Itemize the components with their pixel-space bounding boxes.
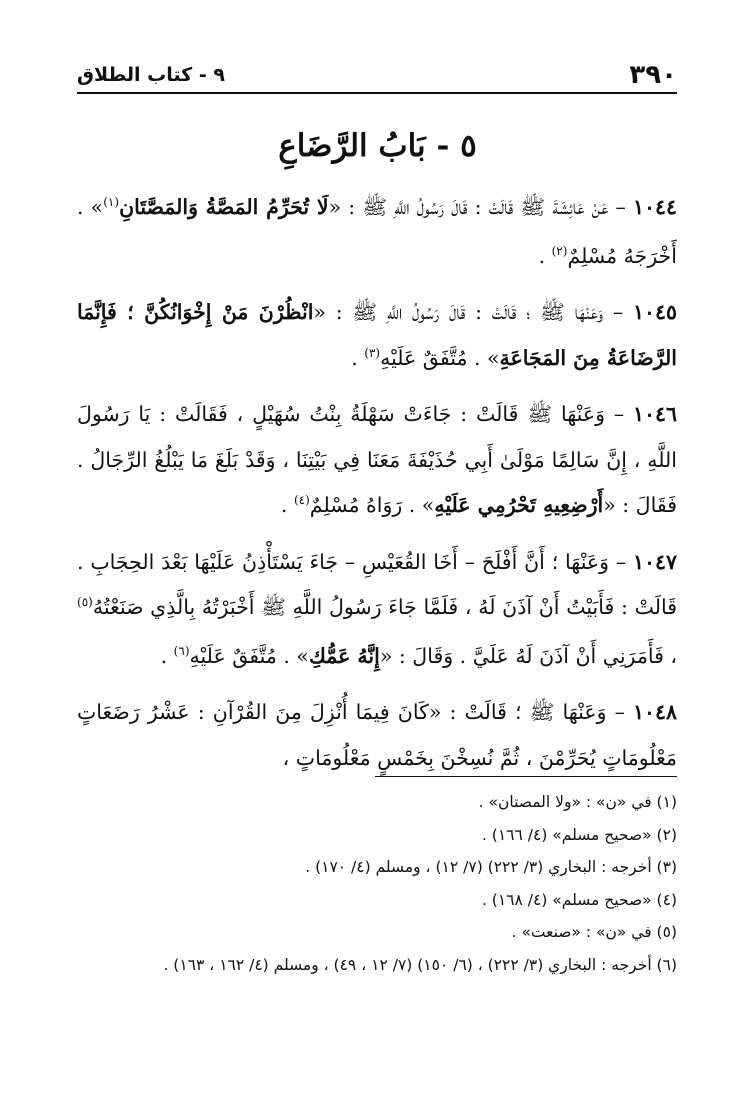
hadith-number: ١٠٤٦ [632,402,677,426]
hadith-number: ١٠٤٤ [632,195,678,219]
prophetic-saying: أَرْضِعِيهِ تَحْرُمِي عَلَيْهِ [434,493,604,517]
hadith-1046 [77,392,677,532]
page-header [77,58,677,94]
footnote-marker: (٦) [173,643,190,658]
hadith-number: ١٠٤٥ [632,300,678,324]
running-title: ٩ - كتاب الطلاق [77,64,225,86]
footnote: (١) في «ن» : «ولا المصتان» . [478,793,677,811]
hadith-1047 [77,540,677,683]
hadith-list [77,185,677,781]
hadith-1044 [77,185,677,282]
footnote-marker: (١) [103,195,120,209]
prophetic-saying: إِنَّهُ عَمُّكِ [308,643,380,668]
hadith-text: – وَعَنْهَا ؛ أَنَّ أَفْلَحَ – أَخَا القُعَيْسِ – جَاءَ يَسْتَأْذِنُ عَلَيْهَا بَعْدَ الحِجَابِ . قَالَتْ : فَأَبَيْتُ أَنْ آذَنَ لَهُ ، فَلَمَّا جَاءَ رَسُولُ اللَّهِ ﷺ أَخْبَرْتُهُ بِالَّذِي صَنَعْتُهُ [77,549,677,619]
footnote-marker: (٢) [551,243,568,258]
footnote: (٦) أخرجه : البخاري (٣/ ٢٢٢) ، (٦/ ١٥٠) (٧/ ١٢ ، ٤٩) ، ومسلم (٤/ ١٦٢ ، ١٦٣) . [163,955,677,974]
footnote-marker: (٣) [364,345,381,360]
footnote-marker: (٥) [77,595,93,609]
hadith-text: . [351,345,365,370]
prophetic-saying: لَا تُحَرِّمُ المَصَّةُ وَالمَصَّتَانِ [119,195,329,219]
hadith-1048 [77,690,677,781]
footnote: (٣) أخرجه : البخاري (٣/ ٢٢٢) (٧/ ١٢) ، ومسلم (٤/ ١٧٠) . [305,858,677,876]
hadith-text: – وَعَنْهَا ﷺ ؛ قَالَتْ : «كَانَ فِيمَا أُنْزِلَ مِنَ القُرْآنِ : عَشْرُ رَضَعَاتٍ مَعْلُومَاتٍ يُحَرِّمْنَ ، ثُمَّ نُسِخْنَ بِخَمْسٍ مَعْلُومَاتٍ ، [77,700,677,770]
hadith-text: . [538,243,552,268]
page-number: ٣٩٠ [629,60,677,90]
hadith-text: ، فَأَمَرَنِي أَنْ آذَنَ لَهُ عَلَيَّ . وَقَالَ : « [379,643,677,668]
hadith-number: ١٠٤٨ [632,700,677,724]
prophetic-saying: انْظُرْنَ مَنْ إِخْوَانُكُنَّ ؛ فَإِنَّمَا الرَّضَاعَةُ مِنَ المَجَاعَةِ [77,300,677,370]
hadith-text: » . مُتَّفَقٌ عَلَيْهِ [380,345,500,370]
footnotes [77,786,677,981]
chapter-title: ٥ - بَابُ الرَّضَاعِ [278,128,477,164]
footnote: (٥) في «ن» : «صنعت» . [511,923,677,941]
footnote-marker: (٤) [293,493,310,507]
hadith-number: ١٠٤٧ [632,549,677,574]
hadith-1045 [77,290,677,384]
hadith-text: . [160,643,174,668]
hadith-text: » . رَوَاهُ مُسْلِمٌ [309,493,435,517]
hadith-text: – وَعَنْهَا ﷺ ؛ قَالَتْ : قَالَ رَسُولُ اللَّهِ ﷺ : « [313,300,633,324]
footnote: (٤) «صحيح مسلم» (٤/ ١٦٨) . [481,890,677,909]
footnote: (٢) «صحيح مسلم» (٤/ ١٦٦) . [481,825,677,844]
hadith-text: . [280,493,294,517]
hadith-text: » . مُتَّفَقٌ عَلَيْهِ [189,643,309,668]
hadith-text: » . أَخْرَجَهُ مُسْلِمٌ [77,195,677,268]
hadith-text: – عَنْ عَائِشَةَ ﷺ قَالَتْ : قَالَ رَسُولُ اللَّهِ ﷺ : « [328,195,633,219]
footnote-separator [375,776,677,777]
hadith-text: – وَعَنْهَا ﷺ قَالَتْ : جَاءَتْ سَهْلَةُ بِنْتُ سُهَيْلٍ ، فَقَالَتْ : يَا رَسُولَ اللَّهِ ، إِنَّ سَالِمًا مَوْلَىٰ أَبِي حُذَيْفَةَ مَعَنَا فِي بَيْتِنَا ، وَقَدْ بَلَغَ مَا يَبْلُغُ الرِّجَالُ . فَقَالَ : « [77,402,677,517]
